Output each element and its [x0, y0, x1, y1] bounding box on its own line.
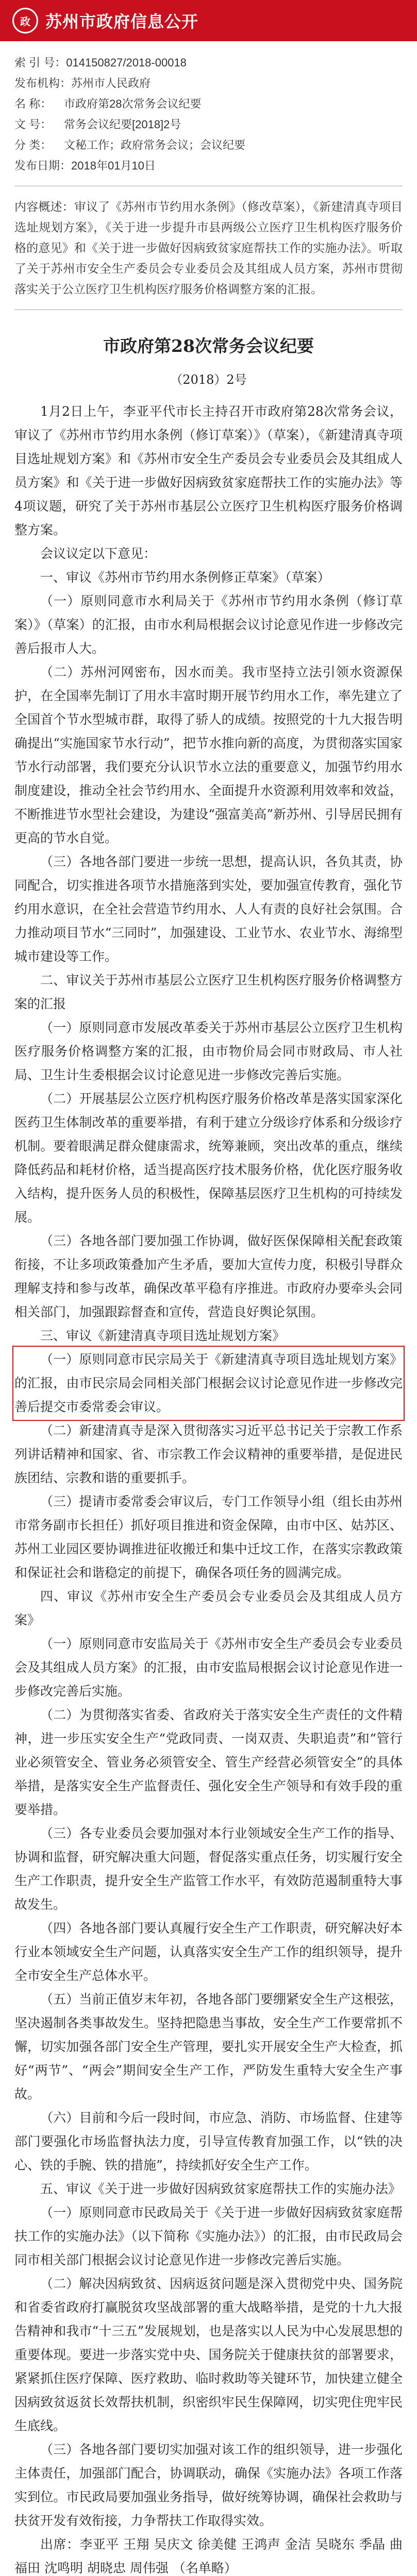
meta-category: 文秘工作；政府常务会议；会议纪要 [64, 139, 246, 151]
meta-name: 市政府第28次常务会议纪要 [64, 97, 202, 110]
meta-key: 分 类： [14, 139, 52, 151]
divider [14, 185, 403, 187]
abstract-text: 听取了关于苏州市安全生产委员会专业委员会及其组成人员方案，苏州市贯彻落实关于公立医疗卫生机构医疗服务价格调整方案的汇报。 [14, 242, 403, 296]
body-paragraph: （三）各地各部门要加强工作协调，做好医保保障相关配套政策衔接，不让多项政策叠加产生矛盾，要加大宣传力度，积极引导群众理解支持和参与改革，确保改革平稳有序推进。市政府办要牵头会同相关部门，加强跟踪督查和宣传，营造良好舆论氛围。 [14, 1233, 403, 1319]
site-title[interactable]: 苏州市政府信息公开 [45, 12, 199, 31]
section-heading: 三、审议《新建清真寺项目选址规划方案》 [40, 1328, 286, 1343]
document-number: （2018）2号 [170, 372, 247, 387]
meta-key: 名 称： [14, 97, 52, 110]
meta-key: 发布日期： [14, 159, 72, 172]
meta-doc-number: 常务会议纪要[2018]2号 [64, 118, 181, 131]
body-paragraph: （一）原则同意市水利局关于《苏州市节约用水条例（修订草案）》（草案）的汇报，由市水利局根据会议讨论意见作进一步修改完善后报市人大。 [14, 594, 403, 656]
section-heading: 四、审议《苏州市安全生产委员会专业委员会及其组成人员方案》 [14, 1589, 403, 1628]
section-heading: 五、审议《关于进一步做好因病致贫家庭帮扶工作的实施办法》 [40, 2181, 402, 2196]
meta-key: 索 引 号： [14, 56, 66, 69]
body-paragraph: （二）开展基层公立医疗机构医疗服务价格改革是落实国家深化医药卫生体制改革的重要举措，有利于建立分级诊疗体系和分级诊疗机制。要着眼满足群众健康需求，统筹兼顾，突出改革的重点，继续降低药品和耗材价格，适当提高医疗技术服务价格，优化医疗服务收入结构，提升医务人员的积极性，保障基层医疗卫生机构的可持续发展。 [14, 1091, 403, 1225]
body-paragraph: 会议议定以下意见： [40, 546, 157, 561]
highlighted-paragraph: （三）提请市委常委会审议后，专门工作领导小组（组长由苏州市常务副市长担任）抓好项目推进和资金保障，由市中区、姑苏区、苏州工业园区要协调推进征收搬迁和集中迁坟工作，在落实宗教政策和保证社会和谐稳定的前提下，确保各项任务的圆满完成。 [14, 1494, 403, 1580]
body-paragraph: （一）原则同意市安监局关于《苏州市安全生产委员会专业委员会及其组成人员方案》的汇报，由市安监局根据会议讨论意见作进一步修改完善后实施。 [14, 1636, 403, 1699]
divider [14, 309, 403, 310]
document-title: 市政府第28次常务会议纪要 [103, 336, 314, 356]
meta-key: 发布机构： [14, 77, 72, 90]
body-paragraph: （四）各地各部门要认真履行安全生产工作职责，研究解决好本行业本领域安全生产问题，认真落实安全生产工作的组织领导，提升全市安全生产总体水平。 [14, 1921, 403, 1983]
body-paragraph: （五）当前正值岁末年初，各地各部门要绷紧安全生产这根弦，坚决遏制各类事故发生。坚持把隐患当事故，安全生产工作要常抓不懈，切实加强各部门安全生产管理，要扎实开展安全生产大检查，抓好“两节”、“两会”期间安全生产工作，严防发生重特大安全生产事故。 [14, 1992, 403, 2102]
section-heading: 一、审议《苏州市节约用水条例修正草案》（草案） [40, 570, 330, 585]
body-paragraph: （三）各地各部门要切实加强对该工作的组织领导，进一步强化主体责任，加强部门配合，协调联动，确保《实施办法》各项工作落实到位。市民政局要加强业务指导，做好统筹协调，确保社会救助与扶贫开发有效衔接，力争帮扶工作取得实效。 [14, 2442, 403, 2528]
document-meta [14, 53, 403, 176]
abstract [14, 197, 403, 300]
meta-org: 苏州市人民政府 [71, 77, 151, 90]
attendees-paragraph: 出席：李亚平 王翔 吴庆文 徐美健 王鸿声 金洁 吴晓东 季晶 曲福田 沈鸣明 胡晓忠 周伟强 （名单略） [14, 2537, 403, 2575]
body-paragraph: （三）各地各部门要进一步统一思想，提高认识，各负其责，协同配合，切实推进各项节水措施落到实处，要加强宣传教育，强化节约用水意识，在全社会营造节约用水、人人有责的良好社会氛围。合力推动项目节水“三同时”，加强建设、工业节水、农业节水、海绵型城市建设等工作。 [14, 854, 403, 964]
site-header [0, 0, 417, 41]
body-paragraph: （二）为贯彻落实省委、省政府关于落实安全生产责任的文件精神，进一步压实安全生产“党政同责、一岗双责、失职追责”和“管行业必须管安全、管业务必须管安全、管生产经营必须管安全”的具体举措，是落实安全生产监督责任、强化安全生产领导和有效手段的重要举措。 [14, 1707, 403, 1817]
meta-index-number: 014150827/2018-00018 [66, 56, 187, 69]
body-paragraph: （三）各专业委员会要加强对本行业领域安全生产工作的指导、协调和监督，研究解决重大问题，督促落实重点任务，切实履行安全生产工作职责，提升安全生产监管工作水平，有效防范遏制重特大事故发生。 [14, 1826, 403, 1912]
body-paragraph: （一）原则同意市民政局关于《关于进一步做好因病致贫家庭帮扶工作的实施办法》（以下简称《实施办法》）的汇报，由市民政局会同市相关部门根据会议讨论意见作进一步修改完善后实施。 [14, 2205, 403, 2267]
meta-date: 2018年01月10日 [71, 159, 156, 172]
body-paragraph: （一）原则同意市发展改革委关于苏州市基层公立医疗卫生机构医疗服务价格调整方案的汇报，由市物价局会同市财政局、市人社局、卫生计生委根据会议讨论意见进一步修改完善后实施。 [14, 1020, 403, 1082]
body-paragraph: （二）苏州河网密布，因水而美。我市坚持立法引领水资源保护，在全国率先制订了用水丰富时期开展节约用水工作，率先建立了全国首个节水型城市群，取得了骄人的成绩。按照党的十九大报告明确提出“实施国家节水行动”，把节水推向新的高度，为贯彻落实国家节水行动部署，我们要充分认识节水立法的重要意义，加强节约用水制度建设，推动全社会节约用水、全面提升水资源利用效率和效益，不断推进节水型社会建设，为建设“强富美高”新苏州、引导居民拥有更高的节水自觉。 [14, 665, 403, 845]
highlighted-paragraph: （一）原则同意市民宗局关于《新建清真寺项目选址规划方案》的汇报，由市民宗局会同相关部门根据会议讨论意见作进一步修改完善后提交市委常委会审议。 [14, 1348, 403, 1419]
body-paragraph: （二）解决因病致贫、因病返贫问题是深入贯彻党中央、国务院和省委省政府打赢脱贫攻坚战部署的重大战略举措，是党的十九大报告精神和我市“十三五”发展规划，也是落实以人民为中心发展思想的重要体现。要进一步落实党中央、国务院关于健康扶贫的部署要求，紧紧抓住医疗保障、医疗救助、临时救助等关键环节，加快建立健全因病致贫返贫长效帮扶机制，织密织牢民生保障网，切实兜住兜牢民生底线。 [14, 2276, 403, 2433]
body-paragraph: 1月2日上午，李亚平代市长主持召开市政府第28次常务会议，审议了《苏州市节约用水条例（修订草案）》（草案），《新建清真寺项目选址规划方案》和《苏州市安全生产委员会专业委员会及其组成人员方案》和《关于进一步做好因病致贫家庭帮扶工作的实施办法》等4项议题，研究了关于苏州市基层公立医疗卫生机构医疗服务价格调整方案。 [14, 404, 403, 537]
body-paragraph: （六）目前和今后一段时间，市应急、消防、市场监督、住建等部门要强化市场监督执法力度，引导宣传教育加强工作，以“铁的决心、铁的手腕、铁的措施”，持续抓好安全生产工作。 [14, 2110, 403, 2173]
section-heading: 二、审议关于苏州市基层公立医疗卫生机构医疗服务价格调整方案的汇报 [14, 973, 403, 1011]
abstract-text: 内容概述：审议了《苏州市节约用水条例》（修改草案），《新建清真寺项目选址规划方案》，《关于进一步提升市县两级公立医疗卫生机构医疗服务价格的意见》和《关于进一步做好因病致贫家庭帮扶工作的实施办法》。 [14, 200, 403, 255]
meta-key: 文 号： [14, 118, 52, 131]
site-logo-icon: 政 [12, 8, 38, 33]
body-paragraph: （二）新建清真寺是深入贯彻落实习近平总书记关于宗教工作系列讲话精神和国家、省、市宗教工作会议精神的重要举措，是促进民族团结、宗教和谐的重要抓手。 [14, 1423, 403, 1485]
